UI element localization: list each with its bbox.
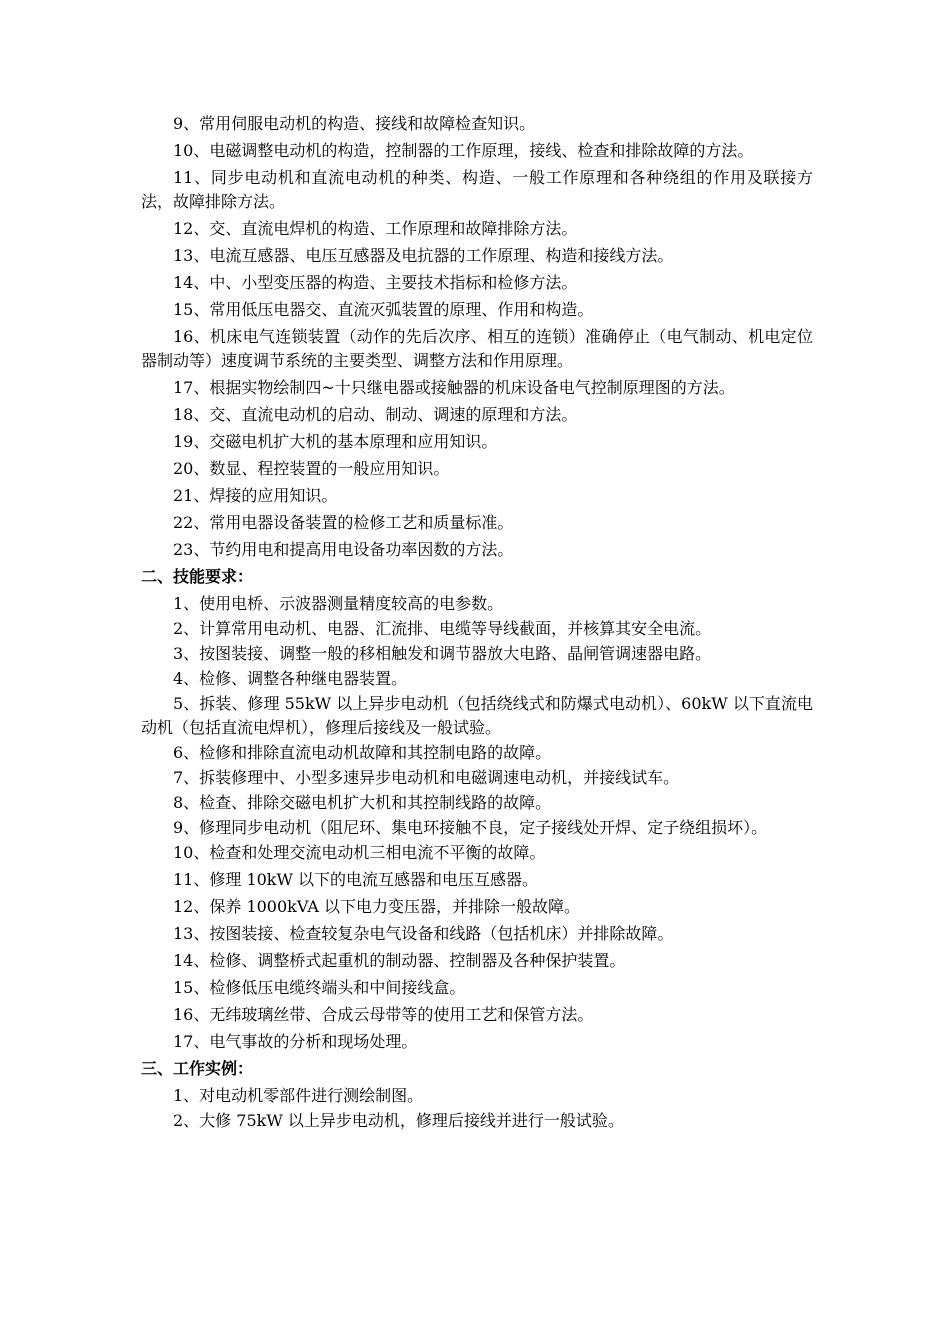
skill-item: 15、检修低压电缆终端头和中间接线盒。 (173, 978, 466, 997)
skill-item: 7、拆装修理中、小型多速异步电动机和电磁调速电动机，并接线试车。 (173, 768, 680, 787)
skill-item: 1、使用电桥、示波器测量精度较高的电参数。 (173, 594, 504, 613)
skill-item: 5、拆装、修理 55kW 以上异步电动机（包括绕线式和防爆式电动机）、60kW 以下直流电动机（包括直流电焊机），修理后接线及一般试验。 (141, 694, 813, 737)
knowledge-item: 10、电磁调整电动机的构造，控制器的工作原理，接线、检查和排除故障的方法。 (173, 141, 754, 160)
skills-list (141, 592, 813, 1054)
knowledge-item: 22、常用电器设备装置的检修工艺和质量标准。 (173, 513, 514, 532)
skill-item: 12、保养 1000kVA 以下电力变压器，并排除一般故障。 (173, 897, 580, 916)
skill-item: 4、检修、调整各种继电器装置。 (173, 669, 408, 688)
examples-list (141, 1084, 813, 1133)
knowledge-item: 11、同步电动机和直流电动机的种类、构造、一般工作原理和各种绕组的作用及联接方法，故障排除方法。 (141, 168, 813, 211)
skill-item: 13、按图装接、检查较复杂电气设备和线路（包括机床）并排除故障。 (173, 924, 674, 943)
skill-item: 8、检查、排除交磁电机扩大机和其控制线路的故障。 (173, 793, 552, 812)
skill-item: 10、检查和处理交流电动机三相电流不平衡的故障。 (173, 843, 546, 862)
knowledge-item: 19、交磁电机扩大机的基本原理和应用知识。 (173, 432, 498, 451)
skill-item: 17、电气事故的分析和现场处理。 (173, 1032, 418, 1051)
skill-item: 6、检修和排除直流电动机故障和其控制电路的故障。 (173, 743, 552, 762)
knowledge-item: 15、常用低压电器交、直流灭弧装置的原理、作用和构造。 (173, 300, 594, 319)
skills-heading: 二、技能要求： (141, 567, 254, 586)
knowledge-list (141, 112, 813, 562)
skill-item: 11、修理 10kW 以下的电流互感器和电压互感器。 (173, 870, 539, 889)
knowledge-item: 17、根据实物绘制四~十只继电器或接触器的机床设备电气控制原理图的方法。 (173, 378, 735, 397)
knowledge-item: 23、节约用电和提高用电设备功率因数的方法。 (173, 540, 514, 559)
skill-item: 2、计算常用电动机、电器、汇流排、电缆等导线截面，并核算其安全电流。 (173, 619, 712, 638)
knowledge-item: 18、交、直流电动机的启动、制动、调速的原理和方法。 (173, 405, 578, 424)
example-item: 1、对电动机零部件进行测绘制图。 (173, 1086, 424, 1105)
knowledge-item: 9、常用伺服电动机的构造、接线和故障检查知识。 (173, 114, 536, 133)
skill-item: 9、修理同步电动机（阻尼环、集电环接触不良，定子接线处开焊、定子绕组损坏）。 (173, 818, 768, 837)
skill-item: 16、无纬玻璃丝带、合成云母带等的使用工艺和保管方法。 (173, 1005, 594, 1024)
skill-item: 14、检修、调整桥式起重机的制动器、控制器及各种保护装置。 (173, 951, 626, 970)
knowledge-item: 13、电流互感器、电压互感器及电抗器的工作原理、构造和接线方法。 (173, 246, 674, 265)
knowledge-item: 20、数显、程控装置的一般应用知识。 (173, 459, 450, 478)
example-item: 2、大修 75kW 以上异步电动机，修理后接线并进行一般试验。 (173, 1111, 624, 1130)
knowledge-item: 12、交、直流电焊机的构造、工作原理和故障排除方法。 (173, 219, 578, 238)
document-body (141, 112, 813, 1134)
knowledge-item: 16、机床电气连锁装置（动作的先后次序、相互的连锁）准确停止（电气制动、机电定位器制动等）速度调节系统的主要类型、调整方法和作用原理。 (141, 327, 813, 370)
skill-item: 3、按图装接、调整一般的移相触发和调节器放大电路、晶闸管调速器电路。 (173, 644, 712, 663)
knowledge-item: 14、中、小型变压器的构造、主要技术指标和检修方法。 (173, 273, 578, 292)
knowledge-item: 21、焊接的应用知识。 (173, 486, 338, 505)
examples-heading: 三、工作实例： (141, 1059, 254, 1078)
